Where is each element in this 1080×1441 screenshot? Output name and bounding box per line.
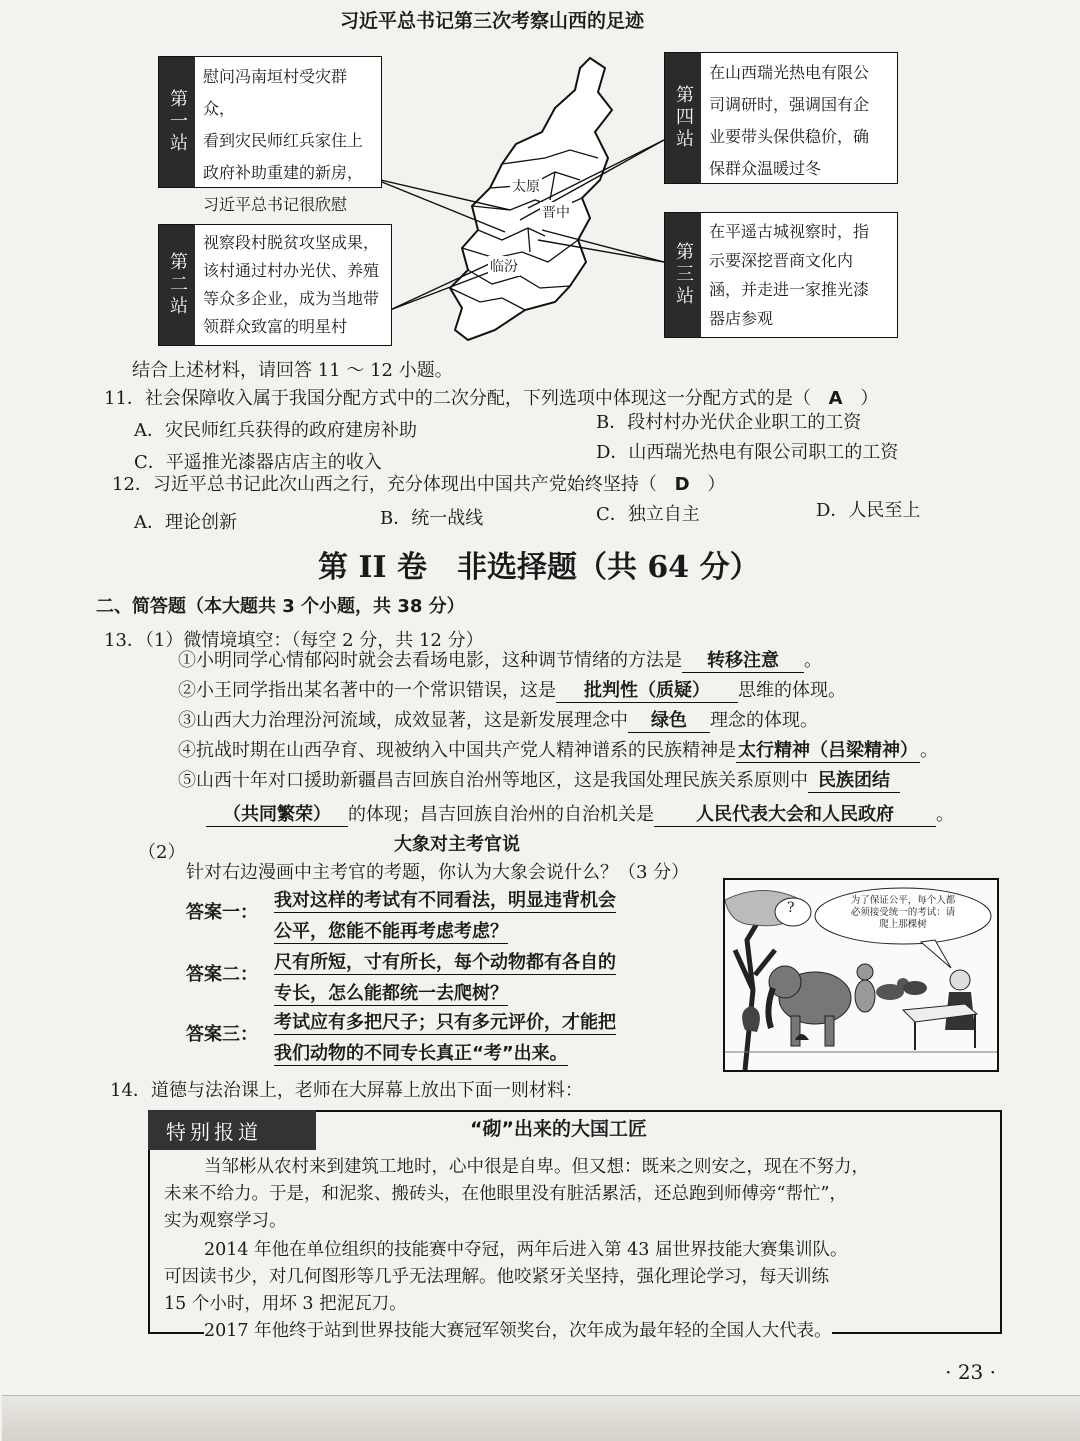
q12-option-b: B．统一战线 (380, 508, 484, 529)
q12-answer: D (674, 474, 690, 495)
page-number: · 23 · (945, 1360, 996, 1384)
q13-item-1-fill: 转移注意 (682, 646, 804, 673)
q13-item-4-post: 。 (920, 740, 938, 761)
q13-item-5-fill-2: 人民代表大会和人民政府 (654, 800, 936, 827)
q13-item-3-fill: 绿色 (628, 706, 710, 733)
special-report-tag: 特别报道 (148, 1110, 316, 1150)
section-part-heading: 二、简答题（本大题共 3 个小题，共 38 分） (96, 596, 465, 617)
q13-item-5-fill-cont: （共同繁荣） (206, 800, 348, 827)
stop-3-line: 涵，并走进一家推光漆 (709, 280, 870, 299)
answer-1-label: 答案一： (186, 902, 258, 923)
q13-part2-title: 大象对主考官说 (394, 834, 520, 855)
q11-option-c: C．平遥推光漆器店店主的收入 (134, 452, 382, 473)
examiner-cartoon (723, 878, 999, 1072)
cartoon-bubble-text (823, 895, 983, 931)
answer-1-text (274, 886, 616, 944)
stop-2-box (158, 224, 392, 346)
q12-stem (112, 470, 725, 496)
stop-1-line: 看到灾民师红兵家住上 (203, 131, 364, 150)
q13-part2-prompt: 针对右边漫画中主考官的考题，你认为大象会说什么？（3 分） (186, 862, 690, 883)
q13-item-3-post: 理念的体现。 (710, 710, 818, 731)
map-label-jinzhong: 晋中 (540, 202, 572, 222)
report-line: 2014 年他在单位组织的技能赛中夺冠，两年后进入第 43 届世界技能大赛集训队。 (204, 1240, 848, 1260)
cartoon-bubble-line: 必须接受统一的考试：请 (850, 907, 956, 918)
q11-stem (104, 384, 878, 410)
q12-option-a: A．理论创新 (134, 512, 237, 533)
page-binding-edge (2, 1395, 1080, 1441)
report-line: 当邹彬从农村来到建筑工地时，心中很是自卑。但又想：既来之则安之，现在不努力， (204, 1157, 869, 1177)
q13-item-4 (178, 736, 938, 763)
cartoon-bubble-line: 为了保证公平，每个人都 (850, 895, 956, 906)
stop-1-line: 习近平总书记很欣慰 (203, 195, 348, 214)
stop-1-line: 慰问冯南垣村受灾群众， (203, 67, 348, 118)
stop-3-line: 示要深挖晋商文化内 (709, 251, 854, 270)
stop-3-box (664, 212, 898, 338)
answer-3-line: 考试应有多把尺子；只有多元评价，才能把 (274, 1008, 616, 1035)
stop-4-label: 第四站 (665, 53, 701, 183)
q12-option-c: C．独立自主 (596, 504, 700, 525)
answer-3-text (274, 1008, 616, 1066)
cartoon-bubble-line: 爬上那棵树 (879, 919, 927, 930)
q11-option-a: A．灾民师红兵获得的政府建房补助 (134, 420, 417, 441)
report-line: 15 个小时，用坏 3 把泥瓦刀。 (164, 1294, 407, 1314)
q13-item-4-text: ④抗战时期在山西孕育、现被纳入中国共产党人精神谱系的民族精神是 (178, 740, 736, 761)
answer-2-line: 尺有所短，寸有所长，每个动物都有各自的 (274, 948, 616, 975)
q12-option-d: D．人民至上 (816, 500, 921, 521)
stop-1-label: 第一站 (159, 57, 195, 187)
stop-2-line: 视察段村脱贫攻坚成果， (203, 233, 380, 252)
figure-title: 习近平总书记第三次考察山西的足迹 (340, 10, 645, 32)
q13-item-3 (178, 706, 818, 733)
special-report-title: “砌”出来的大国工匠 (470, 1118, 647, 1140)
q13-item-4-fill: 太行精神（吕梁精神） (736, 736, 920, 763)
q13-item-1-text: ①小明同学心情郁闷时就会去看场电影，这种调节情绪的方法是 (178, 650, 682, 671)
report-line: 2017 年他终于站到世界技能大赛冠军领奖台，次年成为最年轻的全国人大代表。 (204, 1318, 832, 1345)
report-line: 可因读书少，对几何图形等几乎无法理解。他咬紧牙关坚持，强化理论学习，每天训练 (164, 1267, 829, 1287)
q13-item-2-post: 思维的体现。 (738, 680, 846, 701)
q13-item-5-text: ⑤山西十年对口援助新疆昌吉回族自治州等地区，这是我国处理民族关系原则中 (178, 770, 808, 791)
q13-item-2-fill: 批判性（质疑） (556, 676, 738, 703)
q13-item-5 (178, 766, 900, 793)
answer-2-label: 答案二： (186, 964, 258, 985)
stop-4-line: 在山西瑞光热电有限公 (709, 63, 870, 82)
stop-4-line: 保群众温暖过冬 (709, 159, 822, 178)
q11-answer: A (828, 388, 843, 409)
answer-1-line: 公平，您能不能再考虑考虑？ (274, 917, 508, 944)
q13-item-5-fill: 民族团结 (808, 766, 900, 793)
stop-2-line: 该村通过村办光伏、养殖 (203, 261, 380, 280)
q12-stem-text: 12．习近平总书记此次山西之行，充分体现出中国共产党始终坚持（ (112, 474, 657, 495)
answer-2-line: 专长，怎么能都统一去爬树？ (274, 979, 508, 1006)
stop-4-line: 业要带头保供稳价，确 (709, 127, 870, 146)
section-title: 第 II 卷 非选择题（共 64 分） (318, 550, 760, 585)
q14-stem: 14．道德与法治课上，老师在大屏幕上放出下面一则材料： (110, 1080, 583, 1101)
q13-item-5-cont (206, 800, 954, 827)
stop-2-label: 第二站 (159, 225, 195, 345)
answer-2-text (274, 948, 616, 1006)
map-label-linfen: 临汾 (488, 256, 520, 276)
stop-3-line: 器店参观 (709, 309, 774, 328)
map-label-taiyuan: 太原 (510, 176, 542, 196)
q13-part2-num: （2） (138, 842, 186, 863)
stop-2-line: 等众多企业，成为当地带 (203, 289, 380, 308)
q12-close: ） (707, 474, 726, 495)
stop-1-line: 政府补助重建的新房， (203, 163, 364, 182)
q13-item-5-cont-text: 的体现；昌吉回族自治州的自治机关是 (348, 804, 654, 825)
cartoon-bubble-question: ? (787, 900, 795, 916)
answer-1-line: 我对这样的考试有不同看法，明显违背机会 (274, 886, 616, 913)
stop-1-box (158, 56, 382, 214)
report-line: 实为观察学习。 (164, 1211, 287, 1231)
question-intro: 结合上述材料，请回答 11 ～ 12 小题。 (132, 360, 453, 381)
q13-item-1-post: 。 (804, 650, 822, 671)
q13-item-5-end: 。 (936, 804, 954, 825)
q13-item-2-text: ②小王同学指出某名著中的一个常识错误，这是 (178, 680, 556, 701)
q11-stem-text: 11．社会保障收入属于我国分配方式中的二次分配，下列选项中体现这一分配方式的是（ (104, 388, 811, 409)
q13-item-1 (178, 646, 822, 673)
stop-4-line: 司调研时，强调国有企 (709, 95, 870, 114)
q13-head: 13．（1）微情境填空：（每空 2 分，共 12 分） (104, 630, 484, 651)
report-line: 未来不给力。于是，和泥浆、搬砖头，在他眼里没有脏活累活，还总跑到师傅旁“帮忙”， (164, 1184, 847, 1204)
answer-3-label: 答案三： (186, 1024, 258, 1045)
answer-3-line: 我们动物的不同专长真正“考”出来。 (274, 1039, 568, 1066)
stop-3-line: 在平遥古城视察时，指 (709, 222, 870, 241)
q13-item-3-text: ③山西大力治理汾河流域，成效显著，这是新发展理念中 (178, 710, 628, 731)
stop-4-box (664, 52, 898, 184)
q11-option-b: B．段村村办光伏企业职工的工资 (596, 412, 862, 433)
q11-close: ） (860, 388, 879, 409)
stop-2-line: 领群众致富的明星村 (203, 317, 348, 336)
q11-option-d: D．山西瑞光热电有限公司职工的工资 (596, 442, 899, 463)
stop-3-label: 第三站 (665, 213, 701, 337)
q13-item-2 (178, 676, 846, 703)
